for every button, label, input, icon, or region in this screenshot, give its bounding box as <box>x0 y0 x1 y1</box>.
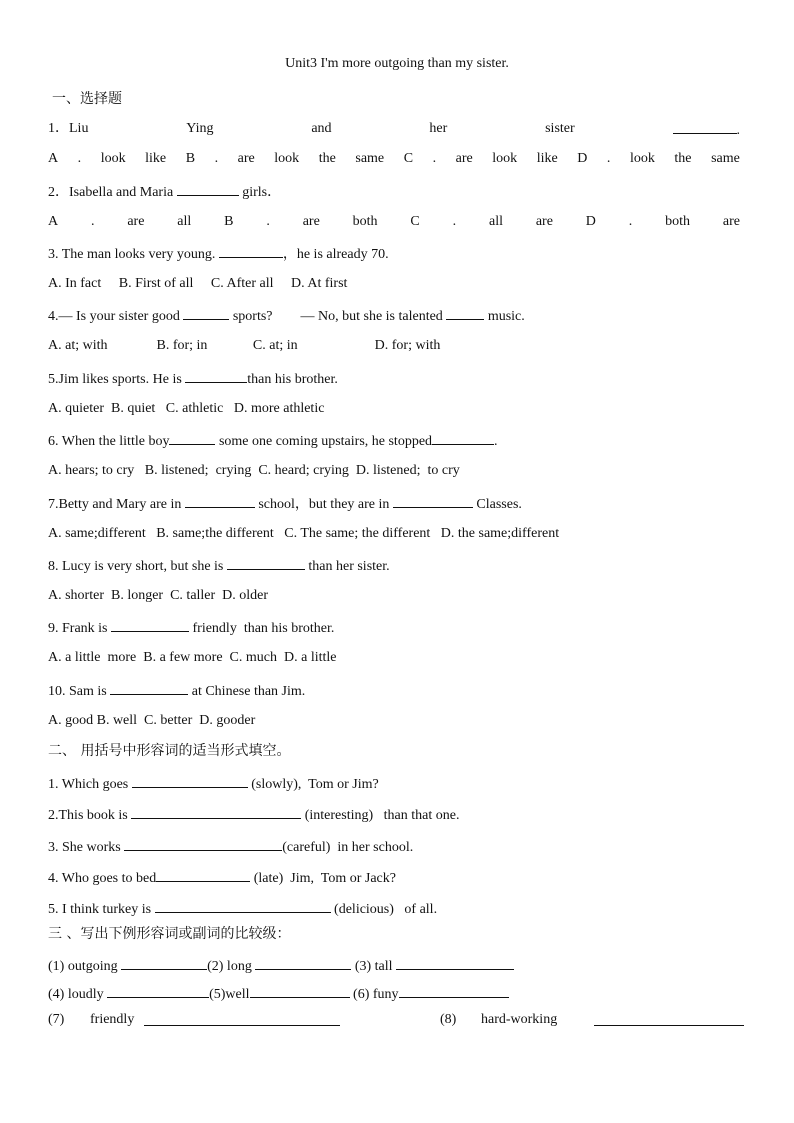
option-token: A <box>48 151 59 166</box>
q10-text-end: at Chinese than Jim. <box>191 684 306 699</box>
funy-blank[interactable] <box>399 984 509 998</box>
q1-answer-blank[interactable] <box>673 120 741 140</box>
option-token: look <box>492 151 518 166</box>
word-long: (2) long <box>207 959 252 974</box>
label-7: (7) <box>48 1012 65 1027</box>
q9-text: 9. Frank is <box>48 621 108 636</box>
question-7 <box>48 494 522 514</box>
option-token: . <box>606 151 611 166</box>
option-token: look <box>274 151 300 166</box>
hard-working-blank[interactable] <box>594 1012 744 1026</box>
option-token: . <box>77 151 82 166</box>
option-token: both <box>665 214 691 229</box>
q5-answer-blank[interactable] <box>185 369 247 383</box>
option-token: are <box>535 214 553 229</box>
q3-text: 3. The man looks very young. <box>48 247 216 262</box>
option-token: same <box>355 151 385 166</box>
option-token: are <box>722 214 740 229</box>
q4-answer-blank-1[interactable] <box>183 306 229 320</box>
option-token: C <box>410 214 420 229</box>
fill-5-text: 5. I think turkey is <box>48 902 152 917</box>
fill-2-text-end: (interesting) than that one. <box>304 808 460 823</box>
fill-3-blank[interactable] <box>124 837 282 851</box>
option-token: all <box>177 214 192 229</box>
label-8: (8) <box>440 1012 457 1027</box>
q7-answer-blank-1[interactable] <box>185 494 255 508</box>
word-outgoing: (1) outgoing <box>48 959 118 974</box>
fill-4-text: 4. Who goes to bed <box>48 871 157 886</box>
question-3 <box>48 244 389 264</box>
comparative-row-2 <box>48 984 509 1004</box>
loudly-blank[interactable] <box>107 984 209 998</box>
question-6 <box>48 431 498 451</box>
q8-text: 8. Lucy is very short, but she is <box>48 559 224 574</box>
q1-word: her <box>429 121 448 136</box>
option-token: are <box>127 214 145 229</box>
well-blank[interactable] <box>250 984 350 998</box>
option-token: B <box>185 151 196 166</box>
option-token: are <box>237 151 255 166</box>
word-tall: (3) tall <box>354 959 393 974</box>
fill-1-blank[interactable] <box>132 774 248 788</box>
fill-5-blank[interactable] <box>155 899 331 913</box>
option-token: D <box>585 214 596 229</box>
option-token: both <box>352 214 378 229</box>
question-4 <box>48 306 525 326</box>
q6-text-mid: some one coming upstairs, he stopped <box>218 434 433 449</box>
option-token: like <box>145 151 167 166</box>
option-token: . <box>452 214 457 229</box>
q4-text-mid: sports? — No, but she is talented <box>232 309 443 324</box>
q8-answer-blank[interactable] <box>227 556 305 570</box>
q1-word: Ying <box>186 121 214 136</box>
q7-answer-blank-2[interactable] <box>393 494 473 508</box>
fill-5-text-end: (delicious) of all. <box>334 902 438 917</box>
option-token: are <box>455 151 473 166</box>
question-8 <box>48 556 390 576</box>
question-3-options: A. In fact B. First of all C. After all D. At first <box>48 276 348 291</box>
option-token: D <box>577 151 588 166</box>
q2-answer-blank[interactable] <box>177 182 239 196</box>
option-token: are <box>302 214 320 229</box>
question-1-options <box>48 150 740 168</box>
question-7-options: A. same;different B. same;the different C. The same; the different D. the same;different <box>48 526 560 541</box>
q6-answer-blank-1[interactable] <box>169 431 215 445</box>
q1-word: and <box>311 121 332 136</box>
word-loudly: (4) loudly <box>48 987 104 1002</box>
fill-1-text-end: (slowly), Tom or Jim? <box>251 777 379 792</box>
fill-3-text: 3. She works <box>48 840 121 855</box>
q8-text-end: than her sister. <box>308 559 390 574</box>
q4-text-end: music. <box>487 309 525 324</box>
option-token: all <box>488 214 503 229</box>
word-hard-working: hard-working <box>481 1012 558 1027</box>
q1-end: . <box>736 123 740 138</box>
option-token: look <box>100 151 126 166</box>
section2-heading: 二、 用括号中形容词的适当形式填空。 <box>48 743 291 759</box>
option-token: C <box>403 151 414 166</box>
q10-text: 10. Sam is <box>48 684 107 699</box>
fill-1-text: 1. Which goes <box>48 777 129 792</box>
q6-answer-blank-2[interactable] <box>432 431 494 445</box>
option-token: B <box>224 214 234 229</box>
question-1 <box>48 120 740 140</box>
tall-blank[interactable] <box>396 956 514 970</box>
q9-text-end: friendly than his brother. <box>192 621 335 636</box>
word-well: (5)well <box>209 987 250 1002</box>
option-token: the <box>674 151 692 166</box>
option-token: . <box>90 214 95 229</box>
q9-answer-blank[interactable] <box>111 618 189 632</box>
question-5-options: A. quieter B. quiet C. athletic D. more athletic <box>48 401 325 416</box>
question-10 <box>48 681 305 701</box>
q6-text: 6. When the little boy <box>48 434 170 449</box>
option-token: A <box>48 214 59 229</box>
fill-3 <box>48 837 413 857</box>
worksheet-title: Unit3 I'm more outgoing than my sister. <box>285 56 509 71</box>
q5-text-end: than his brother. <box>247 372 338 387</box>
option-token: the <box>318 151 336 166</box>
long-blank[interactable] <box>255 956 351 970</box>
fill-2-text: 2.This book is <box>48 808 128 823</box>
question-8-options: A. shorter B. longer C. taller D. older <box>48 588 269 603</box>
option-token: . <box>628 214 633 229</box>
q1-word: sister <box>545 121 575 136</box>
q5-text: 5.Jim likes sports. He is <box>48 372 182 387</box>
option-token: . <box>432 151 437 166</box>
question-9 <box>48 618 334 638</box>
q7-text-mid: school，but they are in <box>258 497 390 512</box>
question-2 <box>48 182 281 202</box>
q4-answer-blank-2[interactable] <box>446 306 484 320</box>
friendly-blank[interactable] <box>144 1012 340 1026</box>
word-friendly: friendly <box>90 1012 135 1027</box>
fill-2 <box>48 805 459 825</box>
word-funy: (6) funy <box>353 987 399 1002</box>
question-6-options: A. hears; to cry B. listened; crying C. heard; crying D. listened; to cry <box>48 463 460 478</box>
q2-text-end: girls． <box>242 185 282 200</box>
q7-text-end: Classes. <box>476 497 522 512</box>
outgoing-blank[interactable] <box>121 956 207 970</box>
question-4-options: A. at; with B. for; in C. at; in D. for; with <box>48 338 441 353</box>
section1-heading: 一、选择题 <box>52 91 122 107</box>
fill-1 <box>48 774 379 794</box>
q3-answer-blank[interactable] <box>219 244 283 258</box>
option-token: like <box>536 151 558 166</box>
fill-4-blank[interactable] <box>156 868 250 882</box>
q2-text: 2．Isabella and Maria <box>48 185 174 200</box>
comparative-row-1 <box>48 956 514 976</box>
q6-text-end: . <box>494 434 498 449</box>
fill-5 <box>48 899 437 919</box>
q1-word: 1．Liu <box>48 121 89 136</box>
option-token: look <box>629 151 655 166</box>
q3-text-end: ，he is already 70. <box>282 247 389 262</box>
question-10-options: A. good B. well C. better D. gooder <box>48 713 256 728</box>
q7-text: 7.Betty and Mary are in <box>48 497 182 512</box>
question-5 <box>48 369 338 389</box>
fill-4-text-end: (late) Jim, Tom or Jack? <box>253 871 396 886</box>
fill-2-blank[interactable] <box>131 805 301 819</box>
option-token: same <box>711 151 740 166</box>
fill-4 <box>48 868 396 888</box>
q10-answer-blank[interactable] <box>110 681 188 695</box>
option-token: . <box>266 214 270 229</box>
question-9-options: A. a little more B. a few more C. much D. a little <box>48 650 337 665</box>
option-token: . <box>214 151 219 166</box>
q4-text: 4.— Is your sister good <box>48 309 180 324</box>
section3-heading: 三 、写出下例形容词或副词的比较级： <box>48 926 291 942</box>
fill-3-text-end: (careful) in her school. <box>282 840 414 855</box>
question-2-options <box>48 213 740 231</box>
